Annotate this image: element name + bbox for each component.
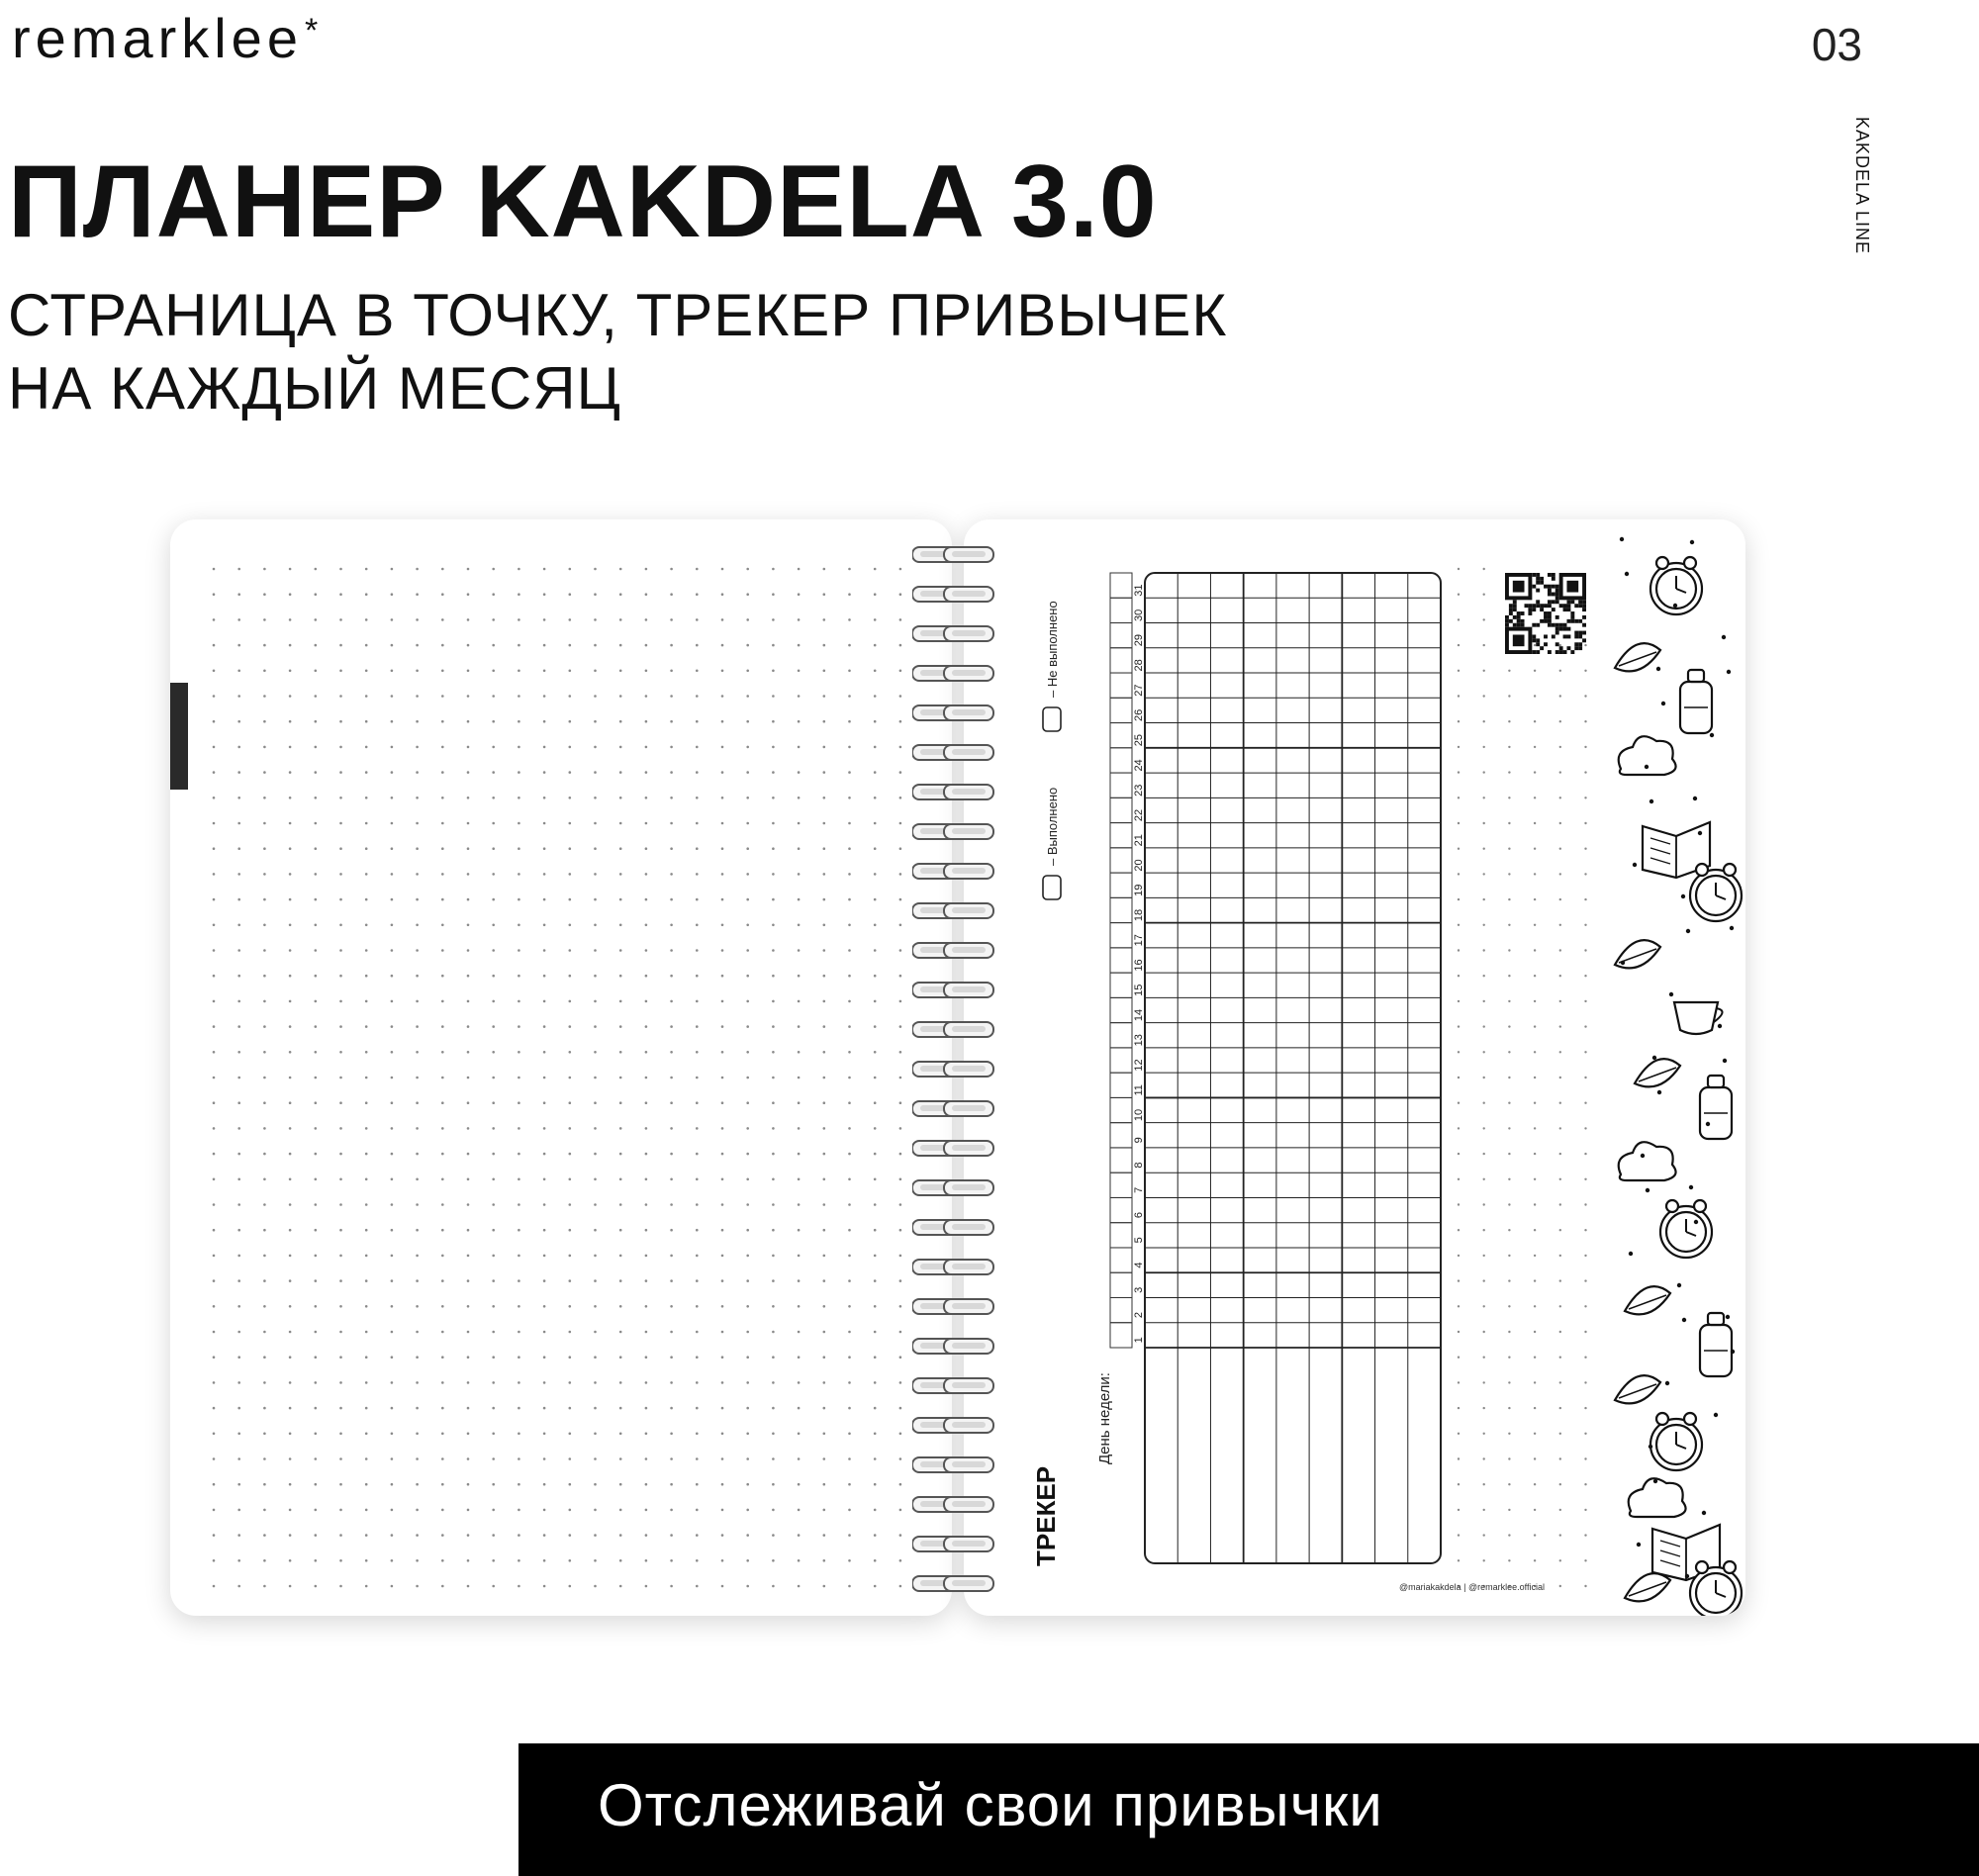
doodle-border-illustration xyxy=(1612,519,1745,1616)
cta-banner xyxy=(518,1743,1979,1876)
brand-name: remarklee xyxy=(12,7,303,69)
habit-tracker-sheet xyxy=(964,519,1745,1616)
day-number: 27 xyxy=(1133,684,1145,697)
bookmark-tab xyxy=(170,683,188,790)
cta-text: Отслеживай свои привычки xyxy=(598,1772,1383,1838)
day-number: 30 xyxy=(1133,609,1145,622)
dot-grid-page xyxy=(170,519,952,1616)
subtitle-line-1: СТРАНИЦА В ТОЧКУ, ТРЕКЕР ПРИВЫЧЕК xyxy=(8,282,1228,348)
day-number: 21 xyxy=(1133,834,1145,847)
day-number: 1 xyxy=(1133,1337,1145,1344)
page-title: ПЛАНЕР KAKDELA 3.0 xyxy=(8,144,1158,259)
day-number: 29 xyxy=(1133,634,1145,647)
day-number: 3 xyxy=(1133,1286,1145,1293)
credits: @mariakakdela | @remarklee.official xyxy=(1399,1582,1545,1592)
dot-grid-right xyxy=(1458,568,1587,1587)
day-number: 19 xyxy=(1133,884,1145,896)
day-number: 12 xyxy=(1133,1059,1145,1072)
day-number: 20 xyxy=(1133,859,1145,872)
day-number: 26 xyxy=(1133,708,1145,722)
tracker-grid xyxy=(1145,573,1441,1563)
notebook-spread-image xyxy=(170,519,1745,1616)
legend-not-done-checkbox xyxy=(1043,707,1061,731)
day-number-column xyxy=(1110,573,1145,1348)
tracker-heading: ТРЕКЕР xyxy=(1031,1465,1061,1566)
day-number: 11 xyxy=(1133,1084,1145,1096)
legend-not-done xyxy=(1043,601,1061,731)
legend-done xyxy=(1043,788,1061,899)
day-number: 14 xyxy=(1133,1008,1145,1022)
day-number: 22 xyxy=(1133,808,1145,822)
spiral-binding xyxy=(912,519,1001,1616)
day-number: 25 xyxy=(1133,734,1145,747)
day-number: 10 xyxy=(1133,1108,1145,1122)
day-number: 15 xyxy=(1133,984,1145,996)
page-number: 03 xyxy=(1811,19,1862,70)
day-number: 31 xyxy=(1133,584,1145,597)
day-number: 13 xyxy=(1133,1034,1145,1047)
brand-mark: * xyxy=(304,12,324,49)
day-number: 9 xyxy=(1133,1137,1145,1144)
day-number: 28 xyxy=(1133,659,1145,672)
weekday-label: День недели: xyxy=(1096,1372,1113,1464)
subtitle-line-2: НА КАЖДЫЙ МЕСЯЦ xyxy=(8,355,621,422)
side-label xyxy=(1842,117,1882,285)
day-number: 6 xyxy=(1133,1212,1145,1219)
day-number: 4 xyxy=(1133,1262,1145,1268)
day-number: 16 xyxy=(1133,959,1145,972)
side-label-text: KAKDELA LINE xyxy=(1852,117,1872,255)
brand-logo xyxy=(12,6,323,70)
day-number: 2 xyxy=(1133,1312,1145,1319)
legend-not-done-label: – Не выполнено xyxy=(1045,601,1060,698)
day-number: 5 xyxy=(1133,1237,1145,1244)
tracker-page xyxy=(964,519,1745,1616)
day-number: 7 xyxy=(1133,1186,1145,1193)
day-number: 23 xyxy=(1133,784,1145,797)
page-subtitle xyxy=(8,279,1227,425)
legend-done-checkbox xyxy=(1043,876,1061,899)
day-number: 17 xyxy=(1133,934,1145,947)
qr-code-icon xyxy=(1505,573,1586,654)
dot-grid xyxy=(170,519,952,1616)
day-number: 18 xyxy=(1133,908,1145,922)
day-number: 24 xyxy=(1133,759,1145,772)
day-number: 8 xyxy=(1133,1162,1145,1169)
legend-done-label: – Выполнено xyxy=(1045,787,1060,866)
